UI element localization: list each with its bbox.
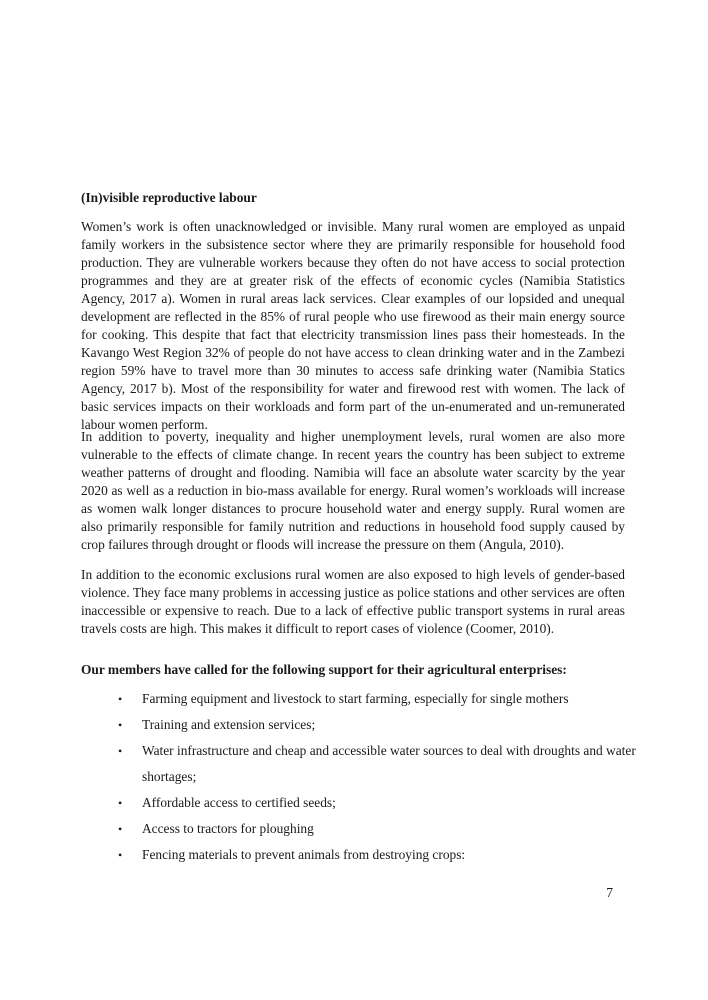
paragraph-gender-based-violence: In addition to the economic exclusions rural women are also exposed to high levels of gender-based violence. They face many problems in accessing justice as police stations and other services are often inaccessible or expensive to reach. Due to a lack of effective public transport systems in rural areas travels costs are high. This makes it difficult to report cases of violence (Coomer, 2010). (81, 567, 625, 636)
list-item (118, 686, 638, 712)
bullet-icon: • (118, 822, 123, 836)
support-list-heading: Our members have called for the following support for their agricultural enterprises: (81, 662, 567, 677)
list-item-text: Water infrastructure and cheap and accessible water sources to deal with droughts and water shortages; (142, 743, 636, 784)
bullet-icon: • (118, 692, 123, 706)
page-number: 7 (606, 885, 613, 900)
list-item (118, 816, 638, 842)
list-item (118, 790, 638, 816)
section-heading: (In)visible reproductive labour (81, 190, 257, 205)
list-item-text: Fencing materials to prevent animals from destroying crops: (142, 847, 466, 862)
list-item (118, 842, 638, 868)
list-item-text: Farming equipment and livestock to start farming, especially for single mothers (142, 691, 569, 706)
support-list (118, 686, 638, 868)
list-item-text: Access to tractors for ploughing (142, 821, 314, 836)
bullet-icon: • (118, 848, 123, 862)
list-item (118, 712, 638, 738)
list-item-text: Training and extension services; (142, 717, 316, 732)
list-item-text: Affordable access to certified seeds; (142, 795, 336, 810)
paragraph-invisible-labour: Women’s work is often unacknowledged or invisible. Many rural women are employed as unpaid family workers in the subsistence sector where they are primarily responsible for household food production. They are vulnerable workers because they often do not have access to social protection programmes and they are at greater risk of the effects of economic cycles (Namibia Statistics Agency, 2017 a). Women in rural areas lack services. Clear examples of our lopsided and unequal development are reflected in the 85% of rural people who use firewood as their main energy source for cooking. This despite that fact that electricity transmission lines pass their homesteads. In the Kavango West Region 32% of people do not have access to clean drinking water and in the Zambezi region 59% have to travel more than 30 minutes to access safe drinking water (Namibia Statics Agency, 2017 b). Most of the responsibility for water and firewood rest with women. The lack of basic services impacts on their workloads and form part of the un-enumerated and un-remunerated labour women perform. (81, 219, 625, 432)
bullet-icon: • (118, 718, 123, 732)
bullet-icon: • (118, 796, 123, 810)
list-item (118, 738, 638, 790)
paragraph-climate-change: In addition to poverty, inequality and higher unemployment levels, rural women are also more vulnerable to the effects of climate change. In recent years the country has been subject to extreme weather patterns of drought and flooding. Namibia will face an absolute water scarcity by the year 2020 as well as a reduction in bio-mass available for energy. Rural women’s workloads will increase as women walk longer distances to procure household water and energy supply. Rural women are also primarily responsible for family nutrition and reductions in household food supply caused by crop failures through drought or floods will increase the pressure on them (Angula, 2010). (81, 429, 625, 552)
bullet-icon: • (118, 744, 123, 758)
